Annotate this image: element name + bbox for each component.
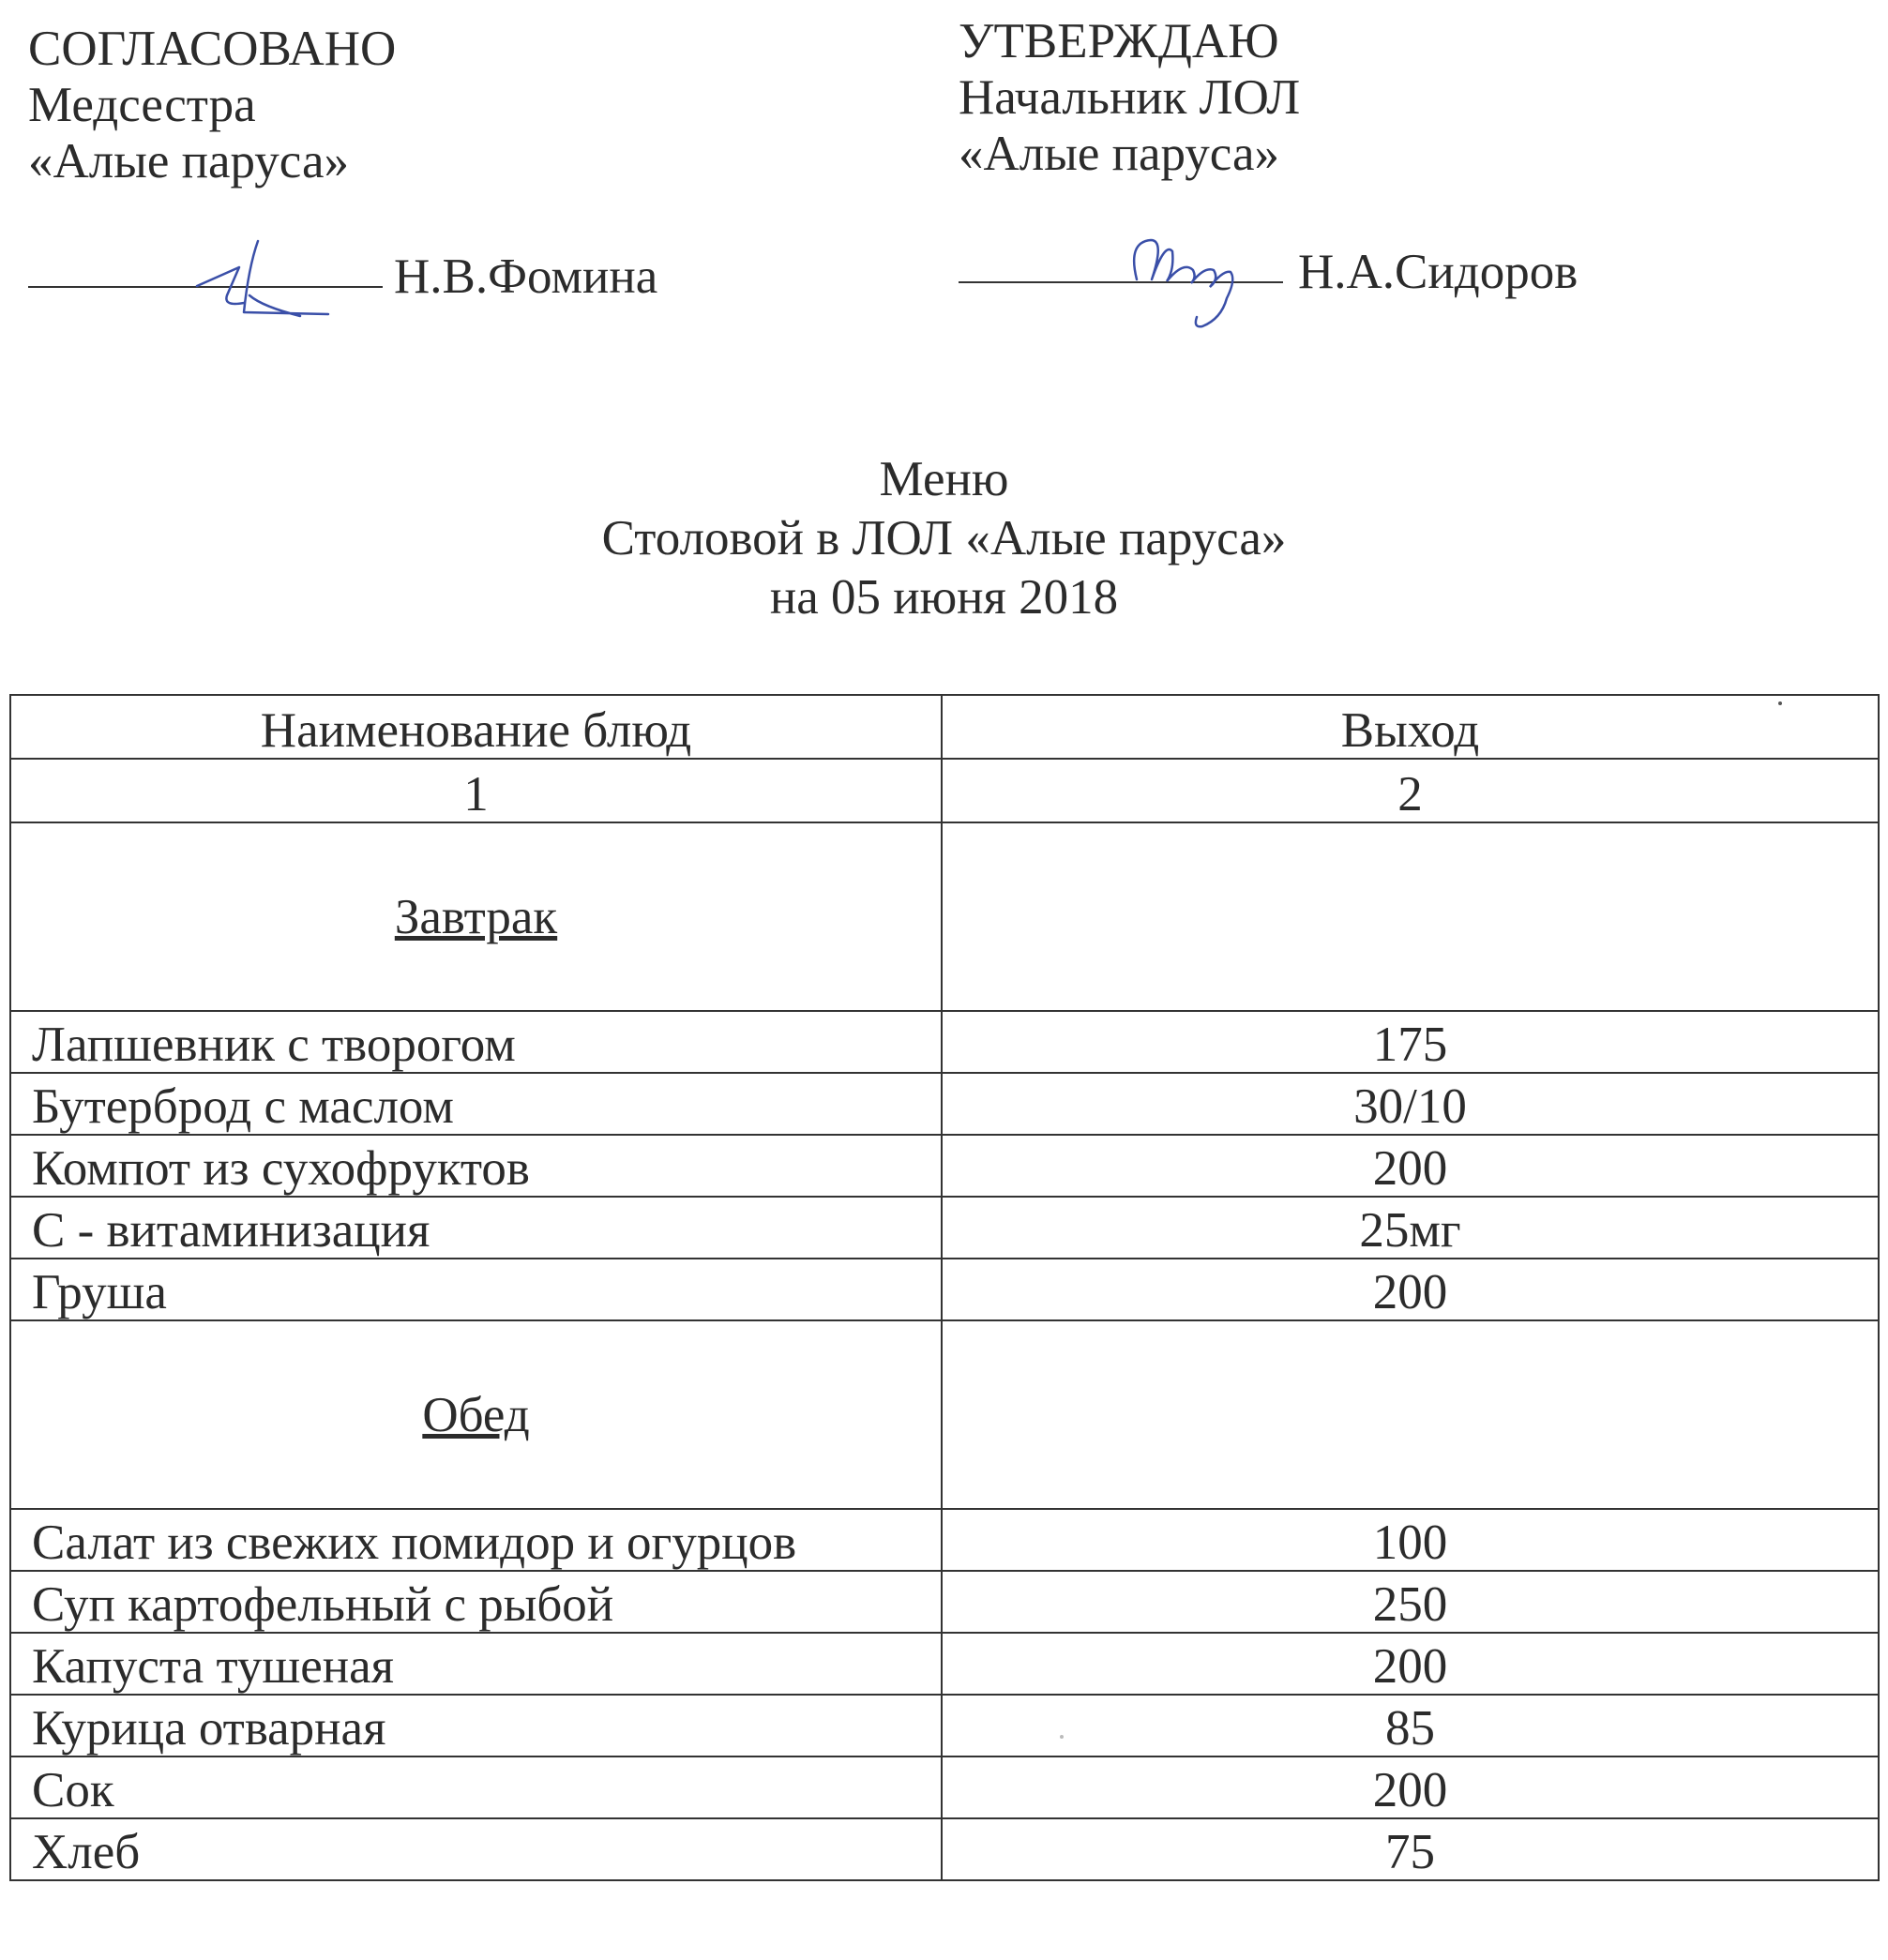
signer-name: Н.В.Фомина xyxy=(394,249,658,304)
table-row xyxy=(10,1011,1879,1073)
scan-speck xyxy=(1060,1735,1064,1739)
dish-name: Курица отварная xyxy=(10,1695,942,1756)
column-number: 2 xyxy=(942,759,1879,822)
document-title xyxy=(0,450,1888,627)
section-row-breakfast xyxy=(10,822,1879,1011)
section-empty-cell xyxy=(942,822,1879,1011)
dish-name: Лапшевник с творогом xyxy=(10,1011,942,1073)
approval-organization: «Алые паруса» xyxy=(28,134,349,188)
approval-organization: «Алые паруса» xyxy=(959,127,1279,181)
section-row-lunch xyxy=(10,1320,1879,1509)
scan-speck xyxy=(1778,701,1782,705)
dish-amount: 25мг xyxy=(942,1197,1879,1259)
table-row xyxy=(10,1756,1879,1818)
approval-heading: УТВЕРЖДАЮ xyxy=(959,14,1279,68)
table-row xyxy=(10,1571,1879,1633)
table-row xyxy=(10,1135,1879,1197)
dish-name: Капуста тушеная xyxy=(10,1633,942,1695)
dish-name: Сок xyxy=(10,1756,942,1818)
title-line-3: на 05 июня 2018 xyxy=(769,570,1119,625)
dish-name: Хлеб xyxy=(10,1818,942,1880)
approval-block-right xyxy=(959,13,1300,182)
title-line-2: Столовой в ЛОЛ «Алые паруса» xyxy=(601,511,1287,565)
table-row xyxy=(10,1073,1879,1135)
signature-row-left xyxy=(28,239,722,314)
dish-name: Салат из свежих помидор и огурцов xyxy=(10,1509,942,1571)
section-title: Завтрак xyxy=(10,822,942,1011)
signature-handwritten-icon xyxy=(1099,214,1287,336)
table-row xyxy=(10,1818,1879,1880)
approval-position: Медсестра xyxy=(28,78,256,132)
dish-amount: 200 xyxy=(942,1259,1879,1320)
table-row xyxy=(10,1197,1879,1259)
dish-amount: 175 xyxy=(942,1011,1879,1073)
approval-position: Начальник ЛОЛ xyxy=(959,70,1301,125)
approval-heading: СОГЛАСОВАНО xyxy=(28,22,397,76)
dish-name: Бутерброд с маслом xyxy=(10,1073,942,1135)
signature-row-right xyxy=(959,234,1653,309)
column-number-row xyxy=(10,759,1879,822)
table-row xyxy=(10,1633,1879,1695)
signature-handwritten-icon xyxy=(169,230,356,324)
dish-amount: 100 xyxy=(942,1509,1879,1571)
dish-amount: 200 xyxy=(942,1756,1879,1818)
column-header-dish: Наименование блюд xyxy=(10,695,942,759)
table-row xyxy=(10,1509,1879,1571)
dish-amount: 250 xyxy=(942,1571,1879,1633)
signer-name: Н.А.Сидоров xyxy=(1298,245,1578,299)
dish-name: Компот из сухофруктов xyxy=(10,1135,942,1197)
column-number: 1 xyxy=(10,759,942,822)
title-line-1: Меню xyxy=(879,452,1009,506)
section-empty-cell xyxy=(942,1320,1879,1509)
column-header-amount: Выход xyxy=(942,695,1879,759)
dish-amount: 200 xyxy=(942,1633,1879,1695)
dish-name: Груша xyxy=(10,1259,942,1320)
menu-table xyxy=(9,694,1880,1881)
table-row xyxy=(10,1695,1879,1756)
dish-name: Суп картофельный с рыбой xyxy=(10,1571,942,1633)
approval-block-left xyxy=(28,21,396,189)
dish-amount: 30/10 xyxy=(942,1073,1879,1135)
table-header-row xyxy=(10,695,1879,759)
dish-amount: 85 xyxy=(942,1695,1879,1756)
section-title: Обед xyxy=(10,1320,942,1509)
dish-amount: 75 xyxy=(942,1818,1879,1880)
table-row xyxy=(10,1259,1879,1320)
dish-amount: 200 xyxy=(942,1135,1879,1197)
dish-name: С - витаминизация xyxy=(10,1197,942,1259)
